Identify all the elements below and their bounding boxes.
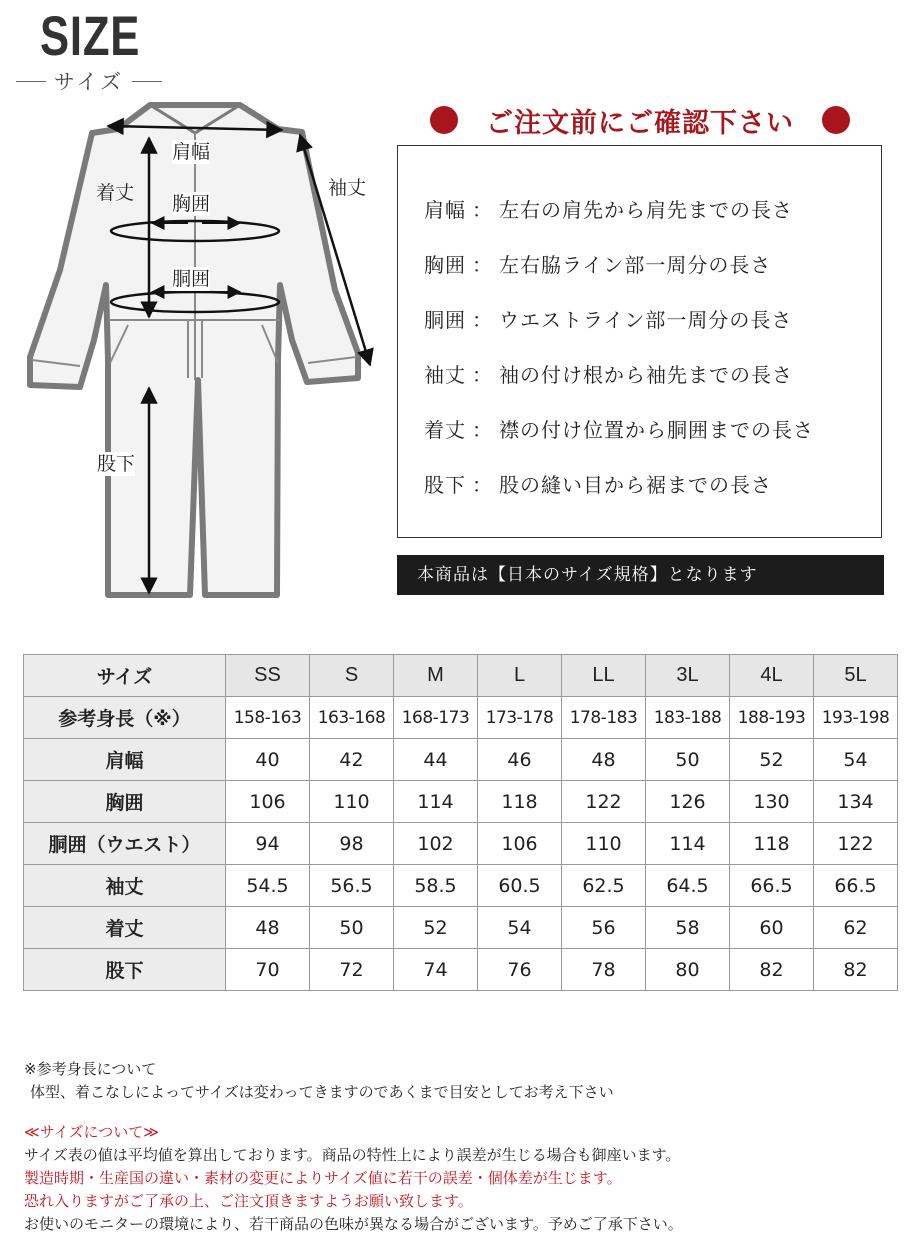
table-cell: 78	[562, 949, 646, 991]
row-label: 胸囲	[24, 781, 226, 823]
table-cell: 134	[814, 781, 898, 823]
table-cell: 118	[478, 781, 562, 823]
table-cell: 58	[646, 907, 730, 949]
desc-row-inseam	[424, 469, 772, 498]
table-cell: 64.5	[646, 865, 730, 907]
table-cell: 102	[394, 823, 478, 865]
desc-separator: ：	[472, 363, 493, 387]
desc-text: 袖の付け根から袖先までの長さ	[499, 363, 793, 387]
page-subtitle	[16, 66, 162, 96]
table-cell: 110	[310, 781, 394, 823]
table-cell: 183-188	[646, 697, 730, 739]
height-note-body: 体型、着こなしによってサイズは変わってきますのであくまで目安としてお考え下さい	[30, 1083, 614, 1101]
row-label: 股下	[24, 949, 226, 991]
table-cell: 54	[478, 907, 562, 949]
desc-text: 左右脇ライン部一周分の長さ	[499, 253, 772, 277]
size-header: LL	[562, 655, 646, 697]
table-cell: 72	[310, 949, 394, 991]
desc-term: 股下	[424, 473, 466, 497]
notice-heading-text: ご注文前にご確認下さい	[486, 107, 794, 139]
table-corner: サイズ	[24, 655, 226, 697]
size-header: SS	[226, 655, 310, 697]
row-label: 袖丈	[24, 865, 226, 907]
table-cell: 52	[730, 739, 814, 781]
desc-term: 着丈	[424, 418, 466, 442]
table-row	[24, 949, 898, 991]
table-cell: 56	[562, 907, 646, 949]
red-dot-icon	[430, 106, 458, 134]
desc-separator: ：	[472, 308, 493, 332]
desc-separator: ：	[472, 473, 493, 497]
table-cell: 158-163	[226, 697, 310, 739]
table-row	[24, 865, 898, 907]
table-cell: 66.5	[730, 865, 814, 907]
table-cell: 173-178	[478, 697, 562, 739]
red-dot-icon	[822, 106, 850, 134]
table-cell: 106	[226, 781, 310, 823]
divider	[16, 81, 46, 82]
desc-text: 襟の付け位置から胴囲までの長さ	[499, 418, 814, 442]
table-cell: 54.5	[226, 865, 310, 907]
table-cell: 76	[478, 949, 562, 991]
size-table	[23, 654, 898, 991]
table-cell: 50	[646, 739, 730, 781]
height-note-title: ※参考身長について	[24, 1060, 157, 1078]
table-cell: 130	[730, 781, 814, 823]
desc-row-shoulder	[424, 194, 793, 223]
measurement-descriptions	[397, 145, 882, 538]
size-note-line: お使いのモニターの環境により、若干商品の色味が異なる場合がございます。予めご了承下さい。	[24, 1215, 683, 1233]
size-note-line: 製造時期・生産国の違い・素材の変更によりサイズ値に若干の誤差・個体差が生じます。	[24, 1169, 622, 1187]
table-row	[24, 739, 898, 781]
desc-text: 股の縫い目から裾までの長さ	[499, 473, 772, 497]
desc-text: ウエストライン部一周分の長さ	[499, 308, 793, 332]
size-header: S	[310, 655, 394, 697]
table-cell: 46	[478, 739, 562, 781]
desc-row-length	[424, 414, 814, 443]
japan-size-note: 本商品は【日本のサイズ規格】となります	[397, 555, 884, 595]
table-cell: 66.5	[814, 865, 898, 907]
table-cell: 114	[394, 781, 478, 823]
size-header: 3L	[646, 655, 730, 697]
label-inseam: 股下	[97, 453, 136, 475]
table-cell: 54	[814, 739, 898, 781]
table-cell: 126	[646, 781, 730, 823]
desc-row-waist	[424, 304, 792, 333]
row-label: 参考身長（※）	[24, 697, 226, 739]
desc-separator: ：	[472, 198, 493, 222]
label-shoulder: 肩幅	[172, 141, 211, 163]
table-cell: 58.5	[394, 865, 478, 907]
divider	[132, 81, 162, 82]
row-label: 胴囲（ウエスト）	[24, 823, 226, 865]
row-label: 肩幅	[24, 739, 226, 781]
subtitle-text: サイズ	[53, 70, 125, 94]
label-waist: 胴囲	[172, 268, 211, 290]
table-cell: 114	[646, 823, 730, 865]
size-header: L	[478, 655, 562, 697]
desc-text: 左右の肩先から肩先までの長さ	[499, 198, 793, 222]
table-cell: 62.5	[562, 865, 646, 907]
desc-separator: ：	[472, 418, 493, 442]
label-chest: 胸囲	[172, 193, 211, 215]
table-cell: 52	[394, 907, 478, 949]
table-cell: 74	[394, 949, 478, 991]
desc-separator: ：	[472, 253, 493, 277]
table-row	[24, 907, 898, 949]
table-row	[24, 697, 898, 739]
row-label: 着丈	[24, 907, 226, 949]
table-cell: 70	[226, 949, 310, 991]
table-cell: 80	[646, 949, 730, 991]
table-cell: 50	[310, 907, 394, 949]
notice-heading	[430, 100, 850, 140]
table-cell: 48	[226, 907, 310, 949]
table-cell: 82	[730, 949, 814, 991]
label-length: 着丈	[96, 182, 135, 204]
table-cell: 163-168	[310, 697, 394, 739]
size-header: 5L	[814, 655, 898, 697]
table-row	[24, 823, 898, 865]
coverall-diagram	[0, 95, 400, 610]
desc-term: 胸囲	[424, 253, 466, 277]
table-row	[24, 781, 898, 823]
size-note-title: ≪サイズについて≫	[24, 1123, 159, 1141]
desc-term: 袖丈	[424, 363, 466, 387]
size-note-line: サイズ表の値は平均値を算出しております。商品の特性上により誤差が生じる場合も御座います。	[24, 1146, 681, 1164]
table-cell: 60.5	[478, 865, 562, 907]
size-header: M	[394, 655, 478, 697]
table-cell: 44	[394, 739, 478, 781]
page-title: SIZE	[40, 4, 141, 67]
desc-row-sleeve	[424, 359, 793, 388]
table-cell: 94	[226, 823, 310, 865]
table-cell: 122	[814, 823, 898, 865]
table-cell: 62	[814, 907, 898, 949]
table-cell: 40	[226, 739, 310, 781]
desc-term: 肩幅	[424, 198, 466, 222]
table-cell: 122	[562, 781, 646, 823]
size-header: 4L	[730, 655, 814, 697]
table-cell: 193-198	[814, 697, 898, 739]
label-sleeve: 袖丈	[328, 177, 367, 199]
table-cell: 178-183	[562, 697, 646, 739]
table-cell: 188-193	[730, 697, 814, 739]
table-header-row	[24, 655, 898, 697]
table-cell: 82	[814, 949, 898, 991]
table-cell: 118	[730, 823, 814, 865]
table-cell: 98	[310, 823, 394, 865]
size-note-line: 恐れ入りますがご了承の上、ご注文頂きますようお願い致します。	[24, 1192, 473, 1210]
table-cell: 56.5	[310, 865, 394, 907]
table-cell: 110	[562, 823, 646, 865]
table-cell: 60	[730, 907, 814, 949]
table-cell: 42	[310, 739, 394, 781]
desc-row-chest	[424, 249, 771, 278]
desc-term: 胴囲	[424, 308, 466, 332]
table-cell: 106	[478, 823, 562, 865]
table-cell: 48	[562, 739, 646, 781]
table-cell: 168-173	[394, 697, 478, 739]
size-notes	[24, 1058, 683, 1236]
